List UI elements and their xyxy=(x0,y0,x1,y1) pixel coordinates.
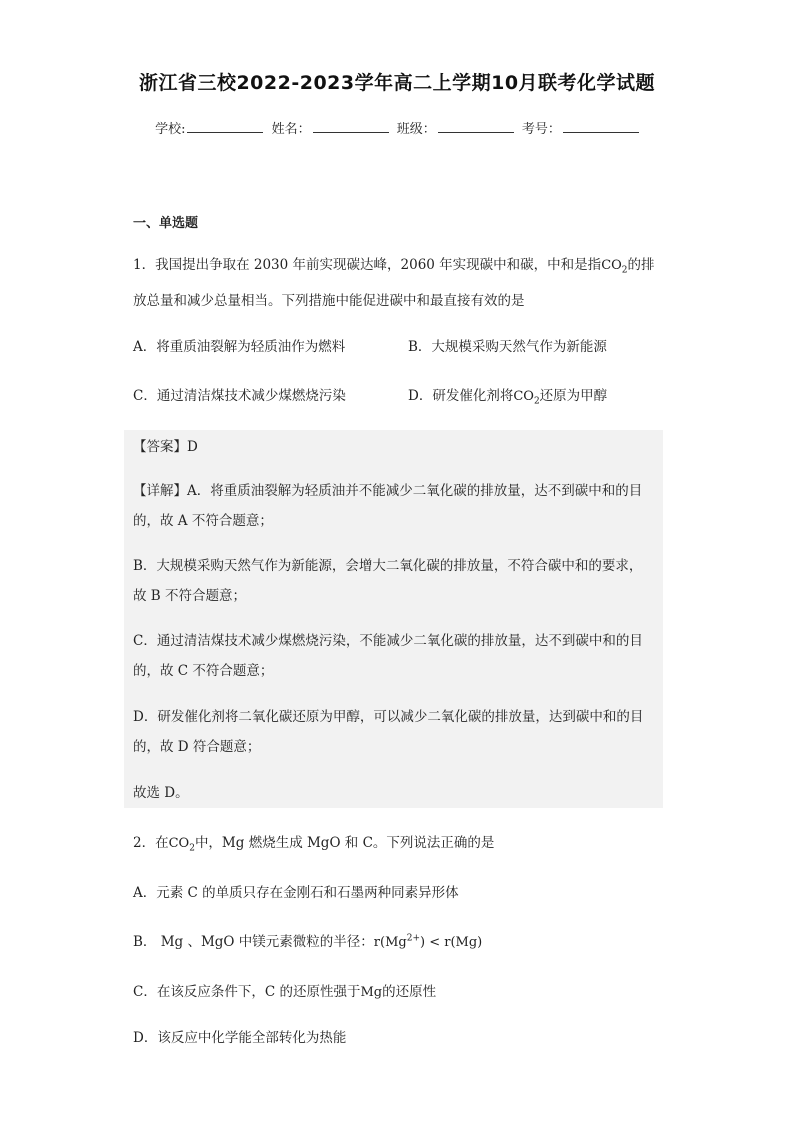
exam-no-blank[interactable] xyxy=(563,120,639,133)
radius-expression: $r(Mg^{2+}) < r(Mg)$ xyxy=(373,933,483,950)
co2-formula: $CO_2$ xyxy=(513,389,540,407)
detail-b-line1: B．大规模采购天然气作为新能源，会增大二氧化碳的排放量，不符合碳中和的要求， xyxy=(133,558,643,574)
exam-no-field xyxy=(522,118,639,137)
q2-option-c[interactable]: C．在该反应条件下，C 的还原性强于Mg的还原性 xyxy=(133,984,437,1000)
detail-c-line2: 的，故 C 不符合题意； xyxy=(133,663,274,679)
page-title: 浙江省三校2022-2023学年高二上学期10月联考化学试题 xyxy=(138,72,656,94)
class-field xyxy=(397,118,514,137)
school-label: 学校: xyxy=(155,122,186,137)
co2-formula: $CO_2$ xyxy=(168,836,195,854)
class-label: 班级： xyxy=(396,122,436,137)
q1-option-b[interactable]: B．大规模采购天然气作为新能源 xyxy=(408,339,607,355)
q1-stem-line1 xyxy=(133,256,655,275)
q1-option-a[interactable]: A．将重质油裂解为轻质油作为燃料 xyxy=(133,339,346,355)
mg-symbol: Mg xyxy=(360,985,383,1000)
section-heading: 一、单选题 xyxy=(133,216,199,231)
q2-option-d[interactable]: D．该反应中化学能全部转化为热能 xyxy=(133,1030,347,1046)
co2-formula: $CO_2$ xyxy=(601,258,628,276)
detail-d-line1: D．研发催化剂将二氧化碳还原为甲醇，可以减少二氧化碳的排放量，达到碳中和的目 xyxy=(133,709,644,725)
name-label: 姓名： xyxy=(271,122,311,137)
school-blank[interactable] xyxy=(187,120,263,133)
school-field xyxy=(155,118,263,137)
q2-option-b[interactable]: B． Mg 、MgO 中镁元素微粒的半径：$r(Mg^{2+}) < r(Mg)$ xyxy=(133,933,483,950)
detail-b-line2: 故 B 不符合题意； xyxy=(133,588,247,604)
q1-stem-text-end: 的排 xyxy=(627,257,655,273)
student-info-line xyxy=(0,118,794,137)
detail-c-line1: C．通过清洁煤技术减少煤燃烧污染，不能减少二氧化碳的排放量，达不到碳中和的目 xyxy=(133,633,643,649)
q1-option-c[interactable]: C．通过清洁煤技术减少煤燃烧污染 xyxy=(133,388,346,404)
q2-stem: 2．在$CO_2$中，Mg 燃烧生成 MgO 和 C。下列说法正确的是 xyxy=(133,835,495,854)
q1-option-d[interactable]: D．研发催化剂将$CO_2$还原为甲醇 xyxy=(408,388,608,407)
name-field xyxy=(272,118,389,137)
q1-stem-line2: 放总量和减少总量相当。下列措施中能促进碳中和最直接有效的是 xyxy=(133,293,525,309)
name-blank[interactable] xyxy=(313,120,389,133)
detail-d-line2: 的，故 D 符合题意； xyxy=(133,739,261,755)
conclusion-line: 故选 D。 xyxy=(133,785,189,801)
q1-stem-text: 1．我国提出争取在 2030 年前实现碳达峰，2060 年实现碳中和碳，中和是指 xyxy=(133,257,602,273)
detail-a-line1: 【详解】A．将重质油裂解为轻质油并不能减少二氧化碳的排放量，达不到碳中和的目 xyxy=(133,483,643,499)
answer-line: 【答案】D xyxy=(133,439,198,455)
exam-no-label: 考号： xyxy=(521,122,561,137)
class-blank[interactable] xyxy=(438,120,514,133)
detail-a-line2: 的，故 A 不符合题意； xyxy=(133,513,273,529)
q2-option-a[interactable]: A．元素 C 的单质只存在金刚石和石墨两种同素异形体 xyxy=(133,885,459,901)
